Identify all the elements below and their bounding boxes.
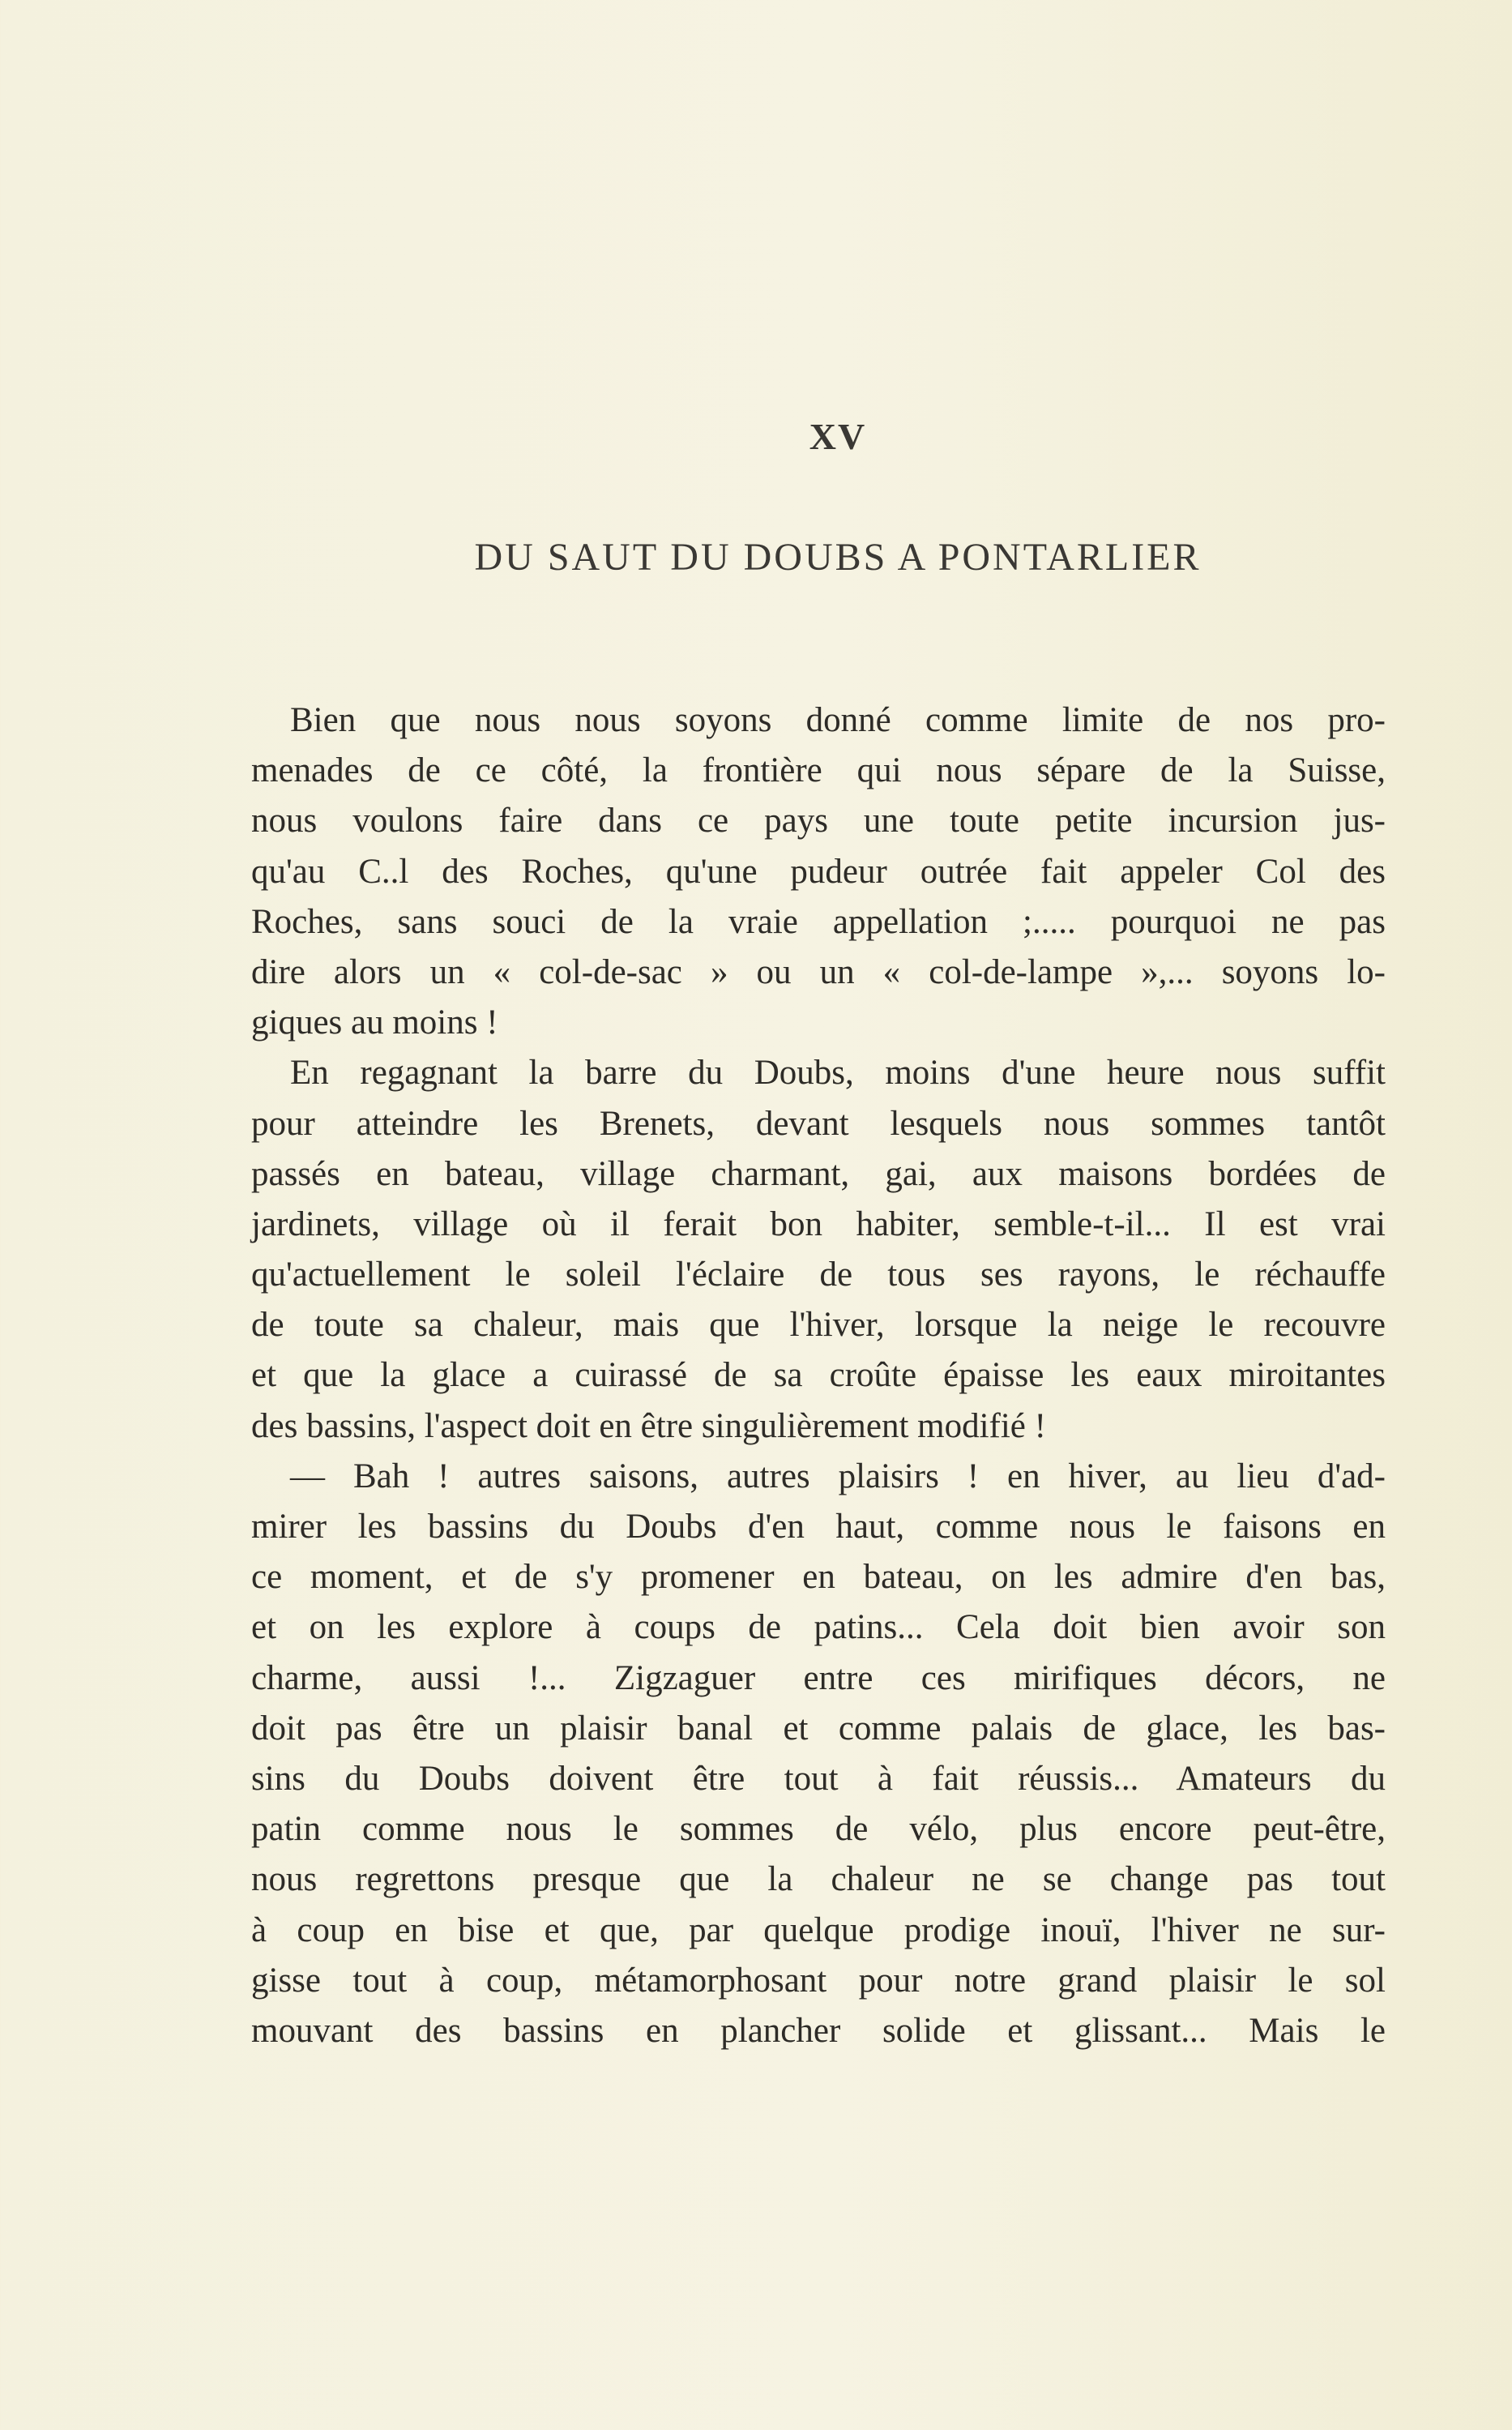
text-line: dire alors un « col-de-sac » ou un « col-de-lampe »,... soyons lo- [251,952,1386,991]
text-line: patin comme nous le sommes de vélo, plus encore peut-être, [251,1810,1386,1849]
text-line: des bassins, l'aspect doit en être singulièrement modifié ! [251,1406,1046,1445]
text-line: doit pas être un plaisir banal et comme palais de glace, les bas- [251,1709,1386,1748]
text-line: à coup en bise et que, par quelque prodige inouï, l'hiver ne sur- [251,1910,1386,1949]
text-line: Bien que nous nous soyons donné comme limite de nos pro- [290,701,1386,739]
text-line: sins du Doubs doivent être tout à fait réussis... Amateurs du [251,1759,1386,1798]
text-line: qu'au C..l des Roches, qu'une pudeur outrée fait appeler Col des [251,852,1386,891]
text-line: qu'actuellement le soleil l'éclaire de tous ses rayons, le réchauffe [251,1256,1386,1294]
text-line: de toute sa chaleur, mais que l'hiver, lorsque la neige le recouvre [251,1306,1386,1345]
chapter-number: XV [809,416,867,457]
text-line: mirer les bassins du Doubs d'en haut, comme nous le faisons en [251,1508,1386,1546]
text-line: et que la glace a cuirassé de sa croûte épaisse les eaux miroitantes [251,1356,1386,1395]
text-line: Roches, sans souci de la vraie appellation ;..... pourquoi ne pas [251,902,1386,941]
text-line: passés en bateau, village charmant, gai, aux maisons bordées de [251,1154,1386,1193]
body-text [251,695,1386,2056]
chapter-title: DU SAUT DU DOUBS A PONTARLIER [474,536,1202,579]
text-line: pour atteindre les Brenets, devant lesquels nous sommes tantôt [251,1104,1386,1143]
text-line: gisse tout à coup, métamorphosant pour notre grand plaisir le sol [251,1961,1386,2000]
text-line: menades de ce côté, la frontière qui nous sépare de la Suisse, [251,751,1386,790]
text-line: et on les explore à coups de patins... Cela doit bien avoir son [251,1608,1386,1647]
text-line: mouvant des bassins en plancher solide et glissant... Mais le [251,2011,1386,2050]
text-line: jardinets, village où il ferait bon habiter, semble-t-il... Il est vrai [251,1204,1386,1243]
text-line: — Bah ! autres saisons, autres plaisirs ! en hiver, au lieu d'ad- [290,1457,1386,1495]
text-line: charme, aussi !... Zigzaguer entre ces mirifiques décors, ne [251,1658,1386,1697]
text-line: En regagnant la barre du Doubs, moins d'une heure nous suffit [290,1054,1386,1093]
text-line: giques au moins ! [251,1003,498,1042]
text-line: nous regrettons presque que la chaleur ne se change pas tout [251,1860,1386,1899]
text-line: ce moment, et de s'y promener en bateau, on les admire d'en bas, [251,1558,1386,1597]
text-line: nous voulons faire dans ce pays une toute petite incursion jus- [251,802,1386,841]
